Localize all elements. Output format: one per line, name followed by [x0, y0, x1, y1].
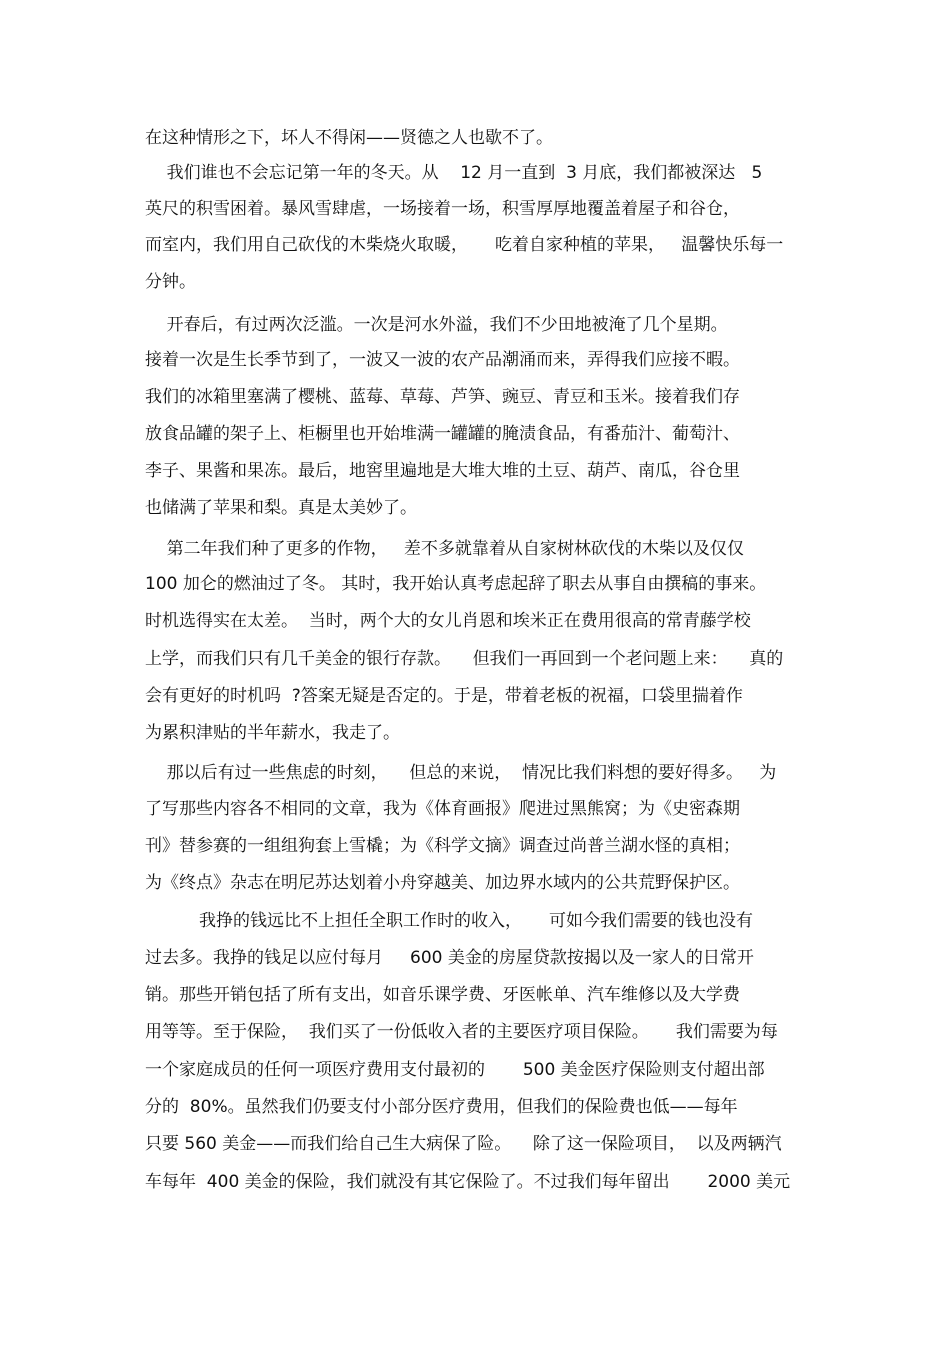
text-line: 车每年 400 美金的保险，我们就没有其它保险了。不过我们每年留出 2000 美元 [145, 1172, 791, 1192]
text-line: 一个家庭成员的任何一项医疗费用支付最初的 500 美金医疗保险则支付超出部 [145, 1060, 765, 1080]
text-line: 也储满了苹果和梨。真是太美妙了。 [145, 498, 417, 518]
text-line: 上学，而我们只有几千美金的银行存款。 但我们一再回到一个老问题上来： 真的 [145, 649, 784, 669]
text-line: 李子、果酱和果冻。最后，地窖里遍地是大堆大堆的土豆、葫芦、南瓜，谷仓里 [145, 461, 740, 481]
text-line: 时机选得实在太差。 当时，两个大的女儿肖恩和埃米正在费用很高的常青藤学校 [145, 611, 751, 631]
text-line: 分钟。 [145, 272, 196, 292]
text-line: 我们谁也不会忘记第一年的冬天。从 12 月一直到 3 月底，我们都被深达 5 [145, 163, 763, 183]
text-line: 只要 560 美金——而我们给自己生大病保了险。 除了这一保险项目， 以及两辆汽 [145, 1134, 782, 1154]
text-line: 了写那些内容各不相同的文章，我为《体育画报》爬进过黑熊窝；为《史密森期 [145, 799, 740, 819]
text-line: 而室内，我们用自己砍伐的木柴烧火取暖， 吃着自家种植的苹果， 温馨快乐每一 [145, 235, 784, 255]
text-line: 分的 80%。虽然我们仍要支付小部分医疗费用，但我们的保险费也低——每年 [145, 1097, 738, 1117]
text-line: 我挣的钱远比不上担任全职工作时的收入， 可如今我们需要的钱也没有 [145, 911, 754, 931]
text-line: 为《终点》杂志在明尼苏达划着小舟穿越美、加边界水域内的公共荒野保护区。 [145, 873, 740, 893]
text-line: 接着一次是生长季节到了，一波又一波的农产品潮涌而来，弄得我们应接不暇。 [145, 350, 740, 370]
text-line: 100 加仑的燃油过了冬。 其时，我开始认真考虑起辞了职去从事自由撰稿的事来。 [145, 574, 767, 594]
text-line: 英尺的积雪困着。暴风雪肆虐，一场接着一场，积雪厚厚地覆盖着屋子和谷仓， [145, 199, 740, 219]
text-line: 在这种情形之下，坏人不得闲——贤德之人也歇不了。 [145, 128, 553, 148]
text-line: 过去多。我挣的钱足以应付每月 600 美金的房屋贷款按揭以及一家人的日常开 [145, 948, 754, 968]
text-line: 销。那些开销包括了所有支出，如音乐课学费、牙医帐单、汽车维修以及大学费 [145, 985, 740, 1005]
text-line: 我们的冰箱里塞满了樱桃、蓝莓、草莓、芦笋、豌豆、青豆和玉米。接着我们存 [145, 387, 740, 407]
text-line: 那以后有过一些焦虑的时刻， 但总的来说， 情况比我们料想的要好得多。 为 [145, 763, 777, 783]
text-line: 放食品罐的架子上、柜橱里也开始堆满一罐罐的腌渍食品，有番茄汁、葡萄汁、 [145, 424, 740, 444]
text-line: 开春后，有过两次泛滥。一次是河水外溢，我们不少田地被淹了几个星期。 [145, 315, 728, 335]
text-line: 会有更好的时机吗 ?答案无疑是否定的。于是，带着老板的祝福，口袋里揣着作 [145, 686, 743, 706]
text-line: 为累积津贴的半年薪水，我走了。 [145, 723, 400, 743]
text-line: 用等等。至于保险， 我们买了一份低收入者的主要医疗项目保险。 我们需要为每 [145, 1022, 778, 1042]
text-line: 刊》替参赛的一组组狗套上雪橇；为《科学文摘》调查过尚普兰湖水怪的真相； [145, 836, 740, 856]
text-line: 第二年我们种了更多的作物， 差不多就靠着从自家树林砍伐的木柴以及仅仅 [145, 539, 744, 559]
